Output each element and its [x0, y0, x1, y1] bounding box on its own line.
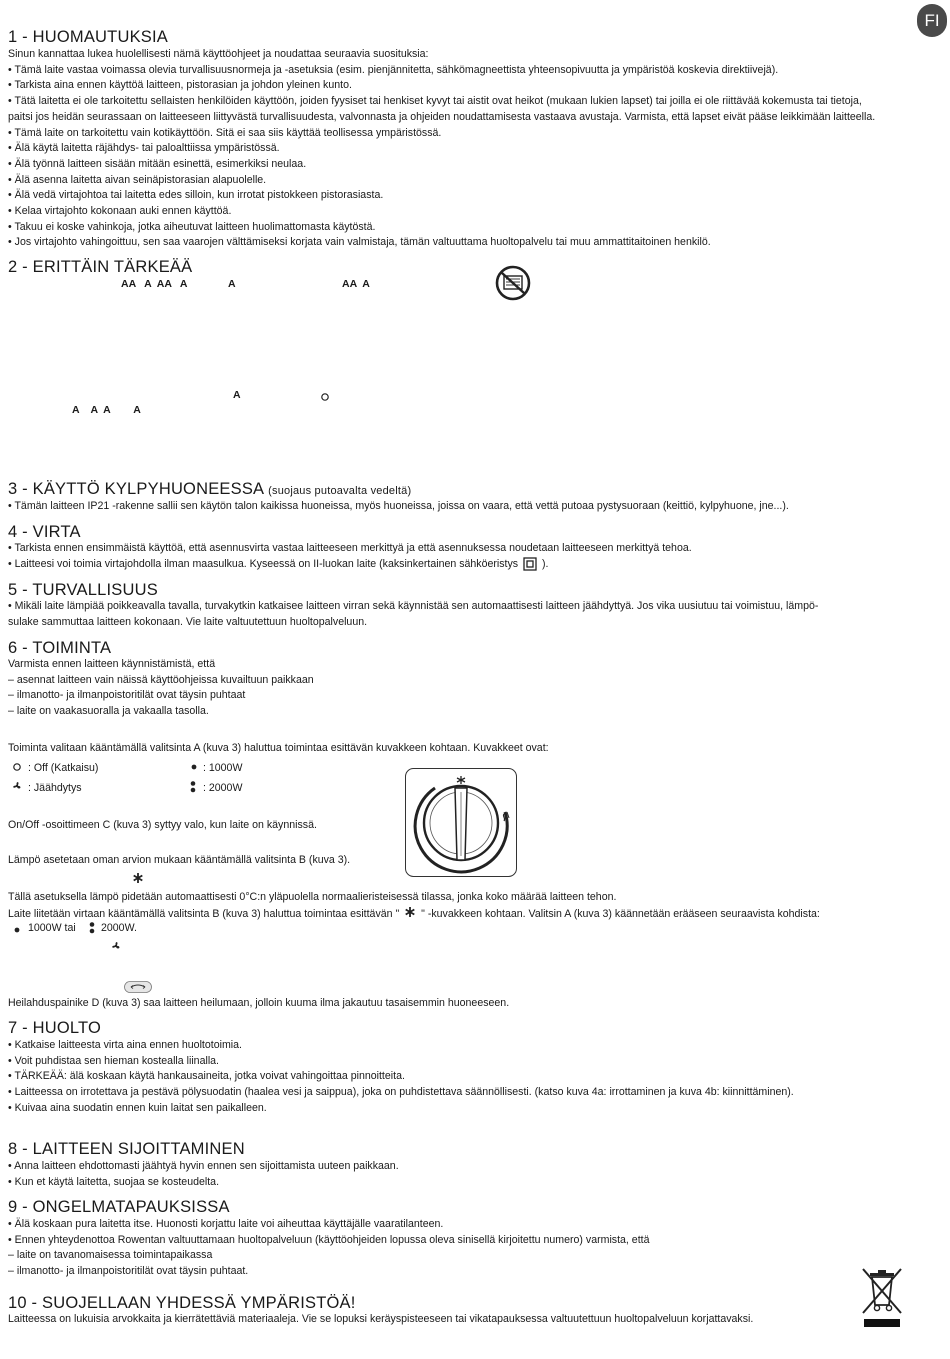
off-icon	[320, 392, 330, 402]
section-1-line: • Älä työnnä laitteen sisään mitään esinettä, esimerkiksi neulaa.	[8, 157, 307, 170]
selector-dial-figure	[405, 768, 517, 877]
section-2-fragment: A	[228, 278, 236, 290]
section-9-line: – laite on tavanomaisessa toimintapaikassa	[8, 1249, 213, 1262]
power-1000w-icon	[189, 762, 199, 772]
section-9-body	[8, 1217, 649, 1280]
language-badge: FI	[917, 4, 947, 37]
oscillation-text: Heilahduspainike D (kuva 3) saa laitteen heilumaan, jolloin kuuma ilma jakautuu tasaisemmin huoneeseen.	[8, 997, 510, 1009]
section-1-line: • Kelaa virtajohto kokonaan auki ennen käyttöä.	[8, 205, 232, 218]
section-1-line: • Jos virtajohto vahingoittuu, sen saa vaarojen välttämiseksi korjata vain valmistaja, tämän valtuuttama huoltopalvelu tai muu ammattitaitoinen henkilö.	[8, 236, 711, 249]
onoff-indicator-text: On/Off -osoittimeen C (kuva 3) syttyy valo, kun laite on käynnissä.	[8, 819, 317, 831]
connect-text-end: " -kuvakkeen kohtaan. Valitsin A (kuva 3) käännetään erääseen seuraavista kohdista:	[421, 908, 820, 920]
section-7-line: • TÄRKEÄÄ: älä koskaan käytä hankausaineita, jotka voivat vahingoittaa pinnoitteita.	[8, 1070, 405, 1083]
temperature-text: Lämpö asetetaan oman arvion mukaan kääntämällä valitsinta B (kuva 3).	[8, 854, 351, 866]
section-4-line-text: • Laitteesi voi toimia virtajohdolla ilman maasulkua. Kyseessä on II-luokan laite (kaksinkertainen sähköeristys	[8, 558, 519, 570]
section-6-select-text: Toiminta valitaan kääntämällä valitsinta A (kuva 3) haluttua toimintaa esittävän kuvakkeen kohtaan. Kuvakkeet ovat:	[8, 742, 549, 754]
section-1-line: • Tätä laitetta ei ole tarkoitettu sellaisten henkilöiden käyttöön, joiden fyysiset tai henkiset kyvyt tai aistit ovat heikot (mukaan lukien lapset) tai joilla ei ole riittävää kokemusta tai tietoja,	[8, 95, 862, 108]
section-1-title: 1 - HUOMAUTUKSIA	[8, 28, 168, 46]
section-9-line: • Älä koskaan pura laitetta itse. Huonosti korjattu laite voi aiheuttaa käyttäjälle vaaratilanteen.	[8, 1218, 444, 1230]
mode-off-label: : Off (Katkaisu)	[28, 762, 99, 774]
section-7-body	[8, 1038, 794, 1117]
section-7-line: • Kuivaa aina suodatin ennen kuin laitat sen paikalleen.	[8, 1101, 267, 1114]
auto-temperature-text: Tällä asetuksella lämpö pidetään automaattisesti 0°C:n yläpuolella normaalieristeisessä tilassa, jonka koko määrää laitteen tehon.	[8, 891, 617, 903]
mode-1000w-label: : 1000W	[203, 762, 243, 774]
section-1-line: • Tarkista aina ennen käyttöä laitteen, pistorasian ja johdon yleinen kunto.	[8, 79, 352, 92]
section-4-title: 4 - VIRTA	[8, 523, 81, 541]
section-3-title-text: 3 - KÄYTTÖ KYLPYHUONEESSA	[8, 480, 264, 498]
section-4-line	[8, 557, 549, 573]
section-4-line-end: ).	[542, 558, 549, 570]
section-1-line: • Tämä laite vastaa voimassa olevia turvallisuusnormeja ja -asetuksia (esim. pienjännitetta, sähkömagneettista yhteensopivuutta ja ympäristöä koskevia direktiivejä).	[8, 63, 779, 76]
power-1000w-icon	[12, 925, 22, 935]
fan-cooling-icon	[11, 780, 23, 792]
section-2-fragment: AA A AA A	[121, 278, 188, 290]
section-2-fragment: A A A A	[72, 404, 141, 416]
power-2000w-icon	[87, 921, 97, 935]
section-3-line: • Tämän laitteen IP21 -rakenne sallii sen käytön talon kaikissa huoneissa, myös huoneissa, joissa on vaara, että vettä putoaa pystysuoraan (keittiö, kylpyhuone, jne...).	[8, 500, 789, 512]
section-8-line: • Kun et käytä laitetta, suojaa se kosteudelta.	[8, 1175, 220, 1188]
section-5-line: sulake sammuttaa laitteen kokonaan. Vie laite valtuutettuun huoltopalveluun.	[8, 615, 368, 628]
section-5-line: • Mikäli laite lämpiää poikkeavalla tavalla, turvakytkin katkaisee laitteen virran sekä käynnistää sen automaattisesti laitteen jäähdyttyä. Jos vika uusiutuu tai voimistuu, lämpö-	[8, 600, 819, 612]
section-6-line: – laite on vaakasuoralla ja vakaalla tasolla.	[8, 705, 209, 718]
section-2-fragment: AA A	[342, 278, 370, 290]
mode-2000w-label: : 2000W	[203, 782, 243, 794]
mode-cooling-label: : Jäähdytys	[28, 782, 82, 794]
weee-recycling-bin-icon	[860, 1267, 904, 1329]
section-10-title: 10 - SUOJELLAAN YHDESSÄ YMPÄRISTÖÄ!	[8, 1294, 356, 1312]
section-1-line: paitsi jos heidän seurassaan on laitteeseen liittyvästä turvallisuudesta, valvonnasta ja ohjeiden noudattamisesta vastaava avustaja. Varmista, että lapset eivät pääse leikkimään laitteella.	[8, 110, 876, 123]
do-not-cover-icon	[494, 265, 532, 301]
connect-text-start: Laite liitetään virtaan kääntämällä valitsinta B (kuva 3) haluttua toimintaa esittävän "	[8, 908, 400, 920]
section-10-line: Laitteessa on lukuisia arvokkaita ja kierrätettäviä materiaaleja. Vie se lopuksi keräyspisteeseen tai vikatapauksessa valtuutettuun huoltopalveluun korjattavaksi.	[8, 1313, 754, 1325]
section-2-title: 2 - ERITTÄIN TÄRKEÄÄ	[8, 258, 193, 276]
section-6-line: Varmista ennen laitteen käynnistämistä, että	[8, 658, 216, 670]
section-3-title-note: (suojaus putoavalta vedeltä)	[268, 485, 412, 497]
section-9-title: 9 - ONGELMATAPAUKSISSA	[8, 1198, 230, 1216]
double-insulation-icon	[523, 557, 537, 571]
oscillation-button-icon	[124, 981, 152, 993]
section-7-line: • Voit puhdistaa sen hieman kostealla liinalla.	[8, 1054, 220, 1067]
section-1-line: • Älä käytä laitetta räjähdys- tai paloalttiissa ympäristössä.	[8, 142, 280, 155]
section-8-body	[8, 1159, 399, 1190]
section-1-line: • Tämä laite on tarkoitettu vain kotikäyttöön. Sitä ei saa siis käyttää teollisessa ympäristössä.	[8, 126, 442, 139]
section-9-line: – ilmanotto- ja ilmanpoistoritilät ovat täysin puhtaat.	[8, 1265, 249, 1278]
section-4-line: • Tarkista ennen ensimmäistä käyttöä, että asennusvirta vastaa laitteeseen merkittyä ja että asennuksessa noudetaan laitteeseen merkittyä tehoa.	[8, 542, 692, 554]
section-7-line: • Katkaise laitteesta virta aina ennen huoltotoimia.	[8, 1039, 242, 1051]
section-6-line: – ilmanotto- ja ilmanpoistoritilät ovat täysin puhtaat	[8, 689, 246, 702]
section-1-line: • Älä vedä virtajohtoa tai laitetta edes silloin, kun irrotat pistokkeen pistorasiasta.	[8, 189, 384, 202]
section-6-line: – asennat laitteen vain näissä käyttöohjeissa kuvailtuun paikkaan	[8, 673, 314, 686]
section-1-line: • Älä asenna laitetta aivan seinäpistorasian alapuolelle.	[8, 173, 267, 186]
option-2000w: 2000W.	[101, 922, 137, 934]
power-2000w-icon	[188, 780, 198, 794]
section-7-title: 7 - HUOLTO	[8, 1019, 102, 1037]
section-5-body	[8, 599, 818, 630]
section-3-title	[8, 480, 411, 499]
frost-protection-icon	[132, 872, 144, 884]
section-5-title: 5 - TURVALLISUUS	[8, 581, 158, 599]
option-1000w: 1000W tai	[28, 922, 76, 934]
frost-protection-icon	[404, 906, 416, 918]
section-7-line: • Laitteessa on irrotettava ja pestävä pölysuodatin (haalea vesi ja saippua), joka on puhdistettava säännöllisesti. (katso kuva 4a: irrottaminen ja kuva 4b: kiinnittäminen).	[8, 1086, 794, 1099]
section-1-line: • Takuu ei koske vahinkoja, jotka aiheutuvat laitteen huolimattomasta käytöstä.	[8, 220, 376, 233]
fan-cooling-icon	[110, 940, 122, 952]
section-6-body	[8, 657, 314, 720]
section-8-title: 8 - LAITTEEN SIJOITTAMINEN	[8, 1140, 245, 1158]
section-1-line: Sinun kannattaa lukea huolellisesti nämä käyttöohjeet ja noudattaa seuraavia suosituksia:	[8, 48, 429, 60]
off-icon	[12, 762, 22, 772]
section-2-fragment: A	[233, 389, 241, 401]
section-9-line: • Ennen yhteydenottoa Rowentan valtuuttamaan huoltopalveluun (käyttöohjeiden lopussa oleva sinisellä kirjoitettu numero) varmista, että	[8, 1233, 650, 1246]
section-6-title: 6 - TOIMINTA	[8, 639, 112, 657]
section-1-body	[8, 47, 875, 251]
section-8-line: • Anna laitteen ehdottomasti jäähtyä hyvin ennen sen sijoittamista uuteen paikkaan.	[8, 1160, 399, 1172]
